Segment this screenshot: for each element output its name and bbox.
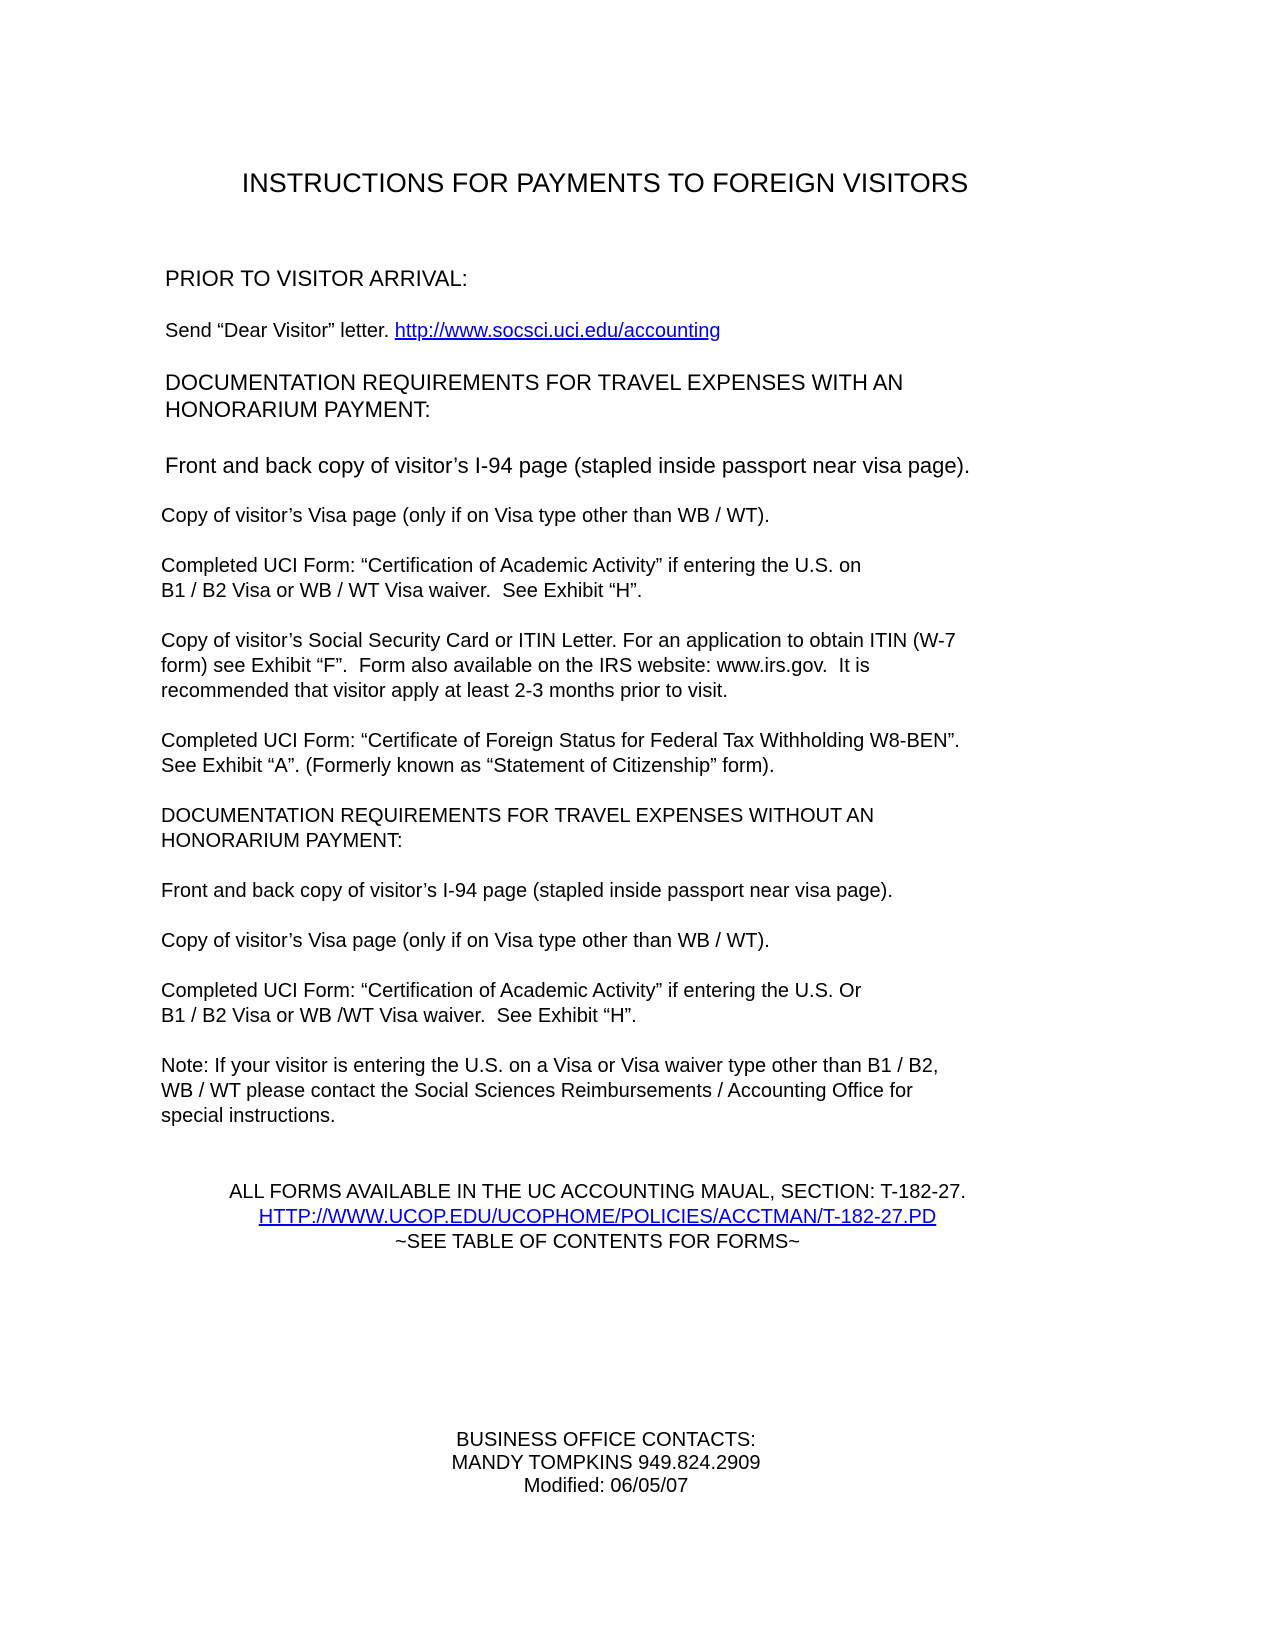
dear-visitor-line — [165, 319, 720, 344]
forms-toc-note: ~SEE TABLE OF CONTENTS FOR FORMS~ — [395, 1231, 800, 1253]
requirement-item — [161, 979, 861, 1029]
requirement-item: Copy of visitor’s Visa page (only if on Visa type other than WB / WT). — [161, 930, 770, 952]
forms-section — [0, 1180, 1195, 1255]
item-line: Copy of visitor’s Social Security Card or ITIN Letter. For an application to obtain ITIN (W-7 — [161, 630, 956, 652]
heading-line: DOCUMENTATION REQUIREMENTS FOR TRAVEL EXPENSES WITH AN — [165, 370, 904, 395]
without-honorarium-heading — [161, 804, 874, 854]
item-line: B1 / B2 Visa or WB /WT Visa waiver. See Exhibit “H”. — [161, 1005, 637, 1027]
item-line: See Exhibit “A”. (Formerly known as “Statement of Citizenship” form). — [161, 755, 775, 777]
accounting-link[interactable]: http://www.socsci.uci.edu/accounting — [394, 320, 721, 342]
item-line: Note: If your visitor is entering the U.S. on a Visa or Visa waiver type other than B1 / B2, — [161, 1055, 939, 1077]
item-line: Completed UCI Form: “Certificate of Foreign Status for Federal Tax Withholding W8-BEN”. — [161, 730, 960, 752]
contacts-section — [0, 1429, 1212, 1498]
requirement-item: Copy of visitor’s Visa page (only if on Visa type other than WB / WT). — [161, 505, 770, 527]
item-line: Completed UCI Form: “Certification of Academic Activity” if entering the U.S. on — [161, 555, 862, 577]
prior-heading: PRIOR TO VISITOR ARRIVAL: — [165, 266, 468, 291]
dear-visitor-text: Send “Dear Visitor” letter. — [165, 320, 395, 342]
item-line: recommended that visitor apply at least 2-3 months prior to visit. — [161, 680, 728, 702]
with-honorarium-heading — [165, 369, 903, 423]
contact-name-phone: MANDY TOMPKINS 949.824.2909 — [451, 1452, 761, 1474]
contacts-heading: BUSINESS OFFICE CONTACTS: — [456, 1429, 756, 1451]
modified-date: Modified: 06/05/07 — [523, 1475, 689, 1497]
item-line: WB / WT please contact the Social Sciences Reimbursements / Accounting Office for — [161, 1080, 913, 1102]
heading-line: HONORARIUM PAYMENT: — [161, 830, 403, 852]
note — [161, 1054, 938, 1129]
ucop-forms-link[interactable]: HTTP://WWW.UCOP.EDU/UCOPHOME/POLICIES/ACCTMAN/T-182-27.PD — [258, 1206, 937, 1228]
item-line: form) see Exhibit “F”. Form also available on the IRS website: www.irs.gov. It is — [161, 655, 870, 677]
requirement-item — [161, 729, 960, 779]
requirement-item — [161, 629, 956, 704]
heading-line: HONORARIUM PAYMENT: — [165, 397, 431, 422]
item-line: Completed UCI Form: “Certification of Academic Activity” if entering the U.S. Or — [161, 980, 862, 1002]
item-line: special instructions. — [161, 1105, 336, 1127]
heading-line: DOCUMENTATION REQUIREMENTS FOR TRAVEL EXPENSES WITHOUT AN — [161, 805, 875, 827]
forms-availability: ALL FORMS AVAILABLE IN THE UC ACCOUNTING MAUAL, SECTION: T-182-27. — [229, 1181, 966, 1203]
document-title: INSTRUCTIONS FOR PAYMENTS TO FOREIGN VISITORS — [241, 168, 969, 198]
item-line: B1 / B2 Visa or WB / WT Visa waiver. See Exhibit “H”. — [161, 580, 643, 602]
requirement-item — [161, 554, 861, 604]
requirement-item: Front and back copy of visitor’s I-94 page (stapled inside passport near visa page). — [165, 453, 971, 478]
requirement-item: Front and back copy of visitor’s I-94 page (stapled inside passport near visa page). — [161, 880, 893, 902]
